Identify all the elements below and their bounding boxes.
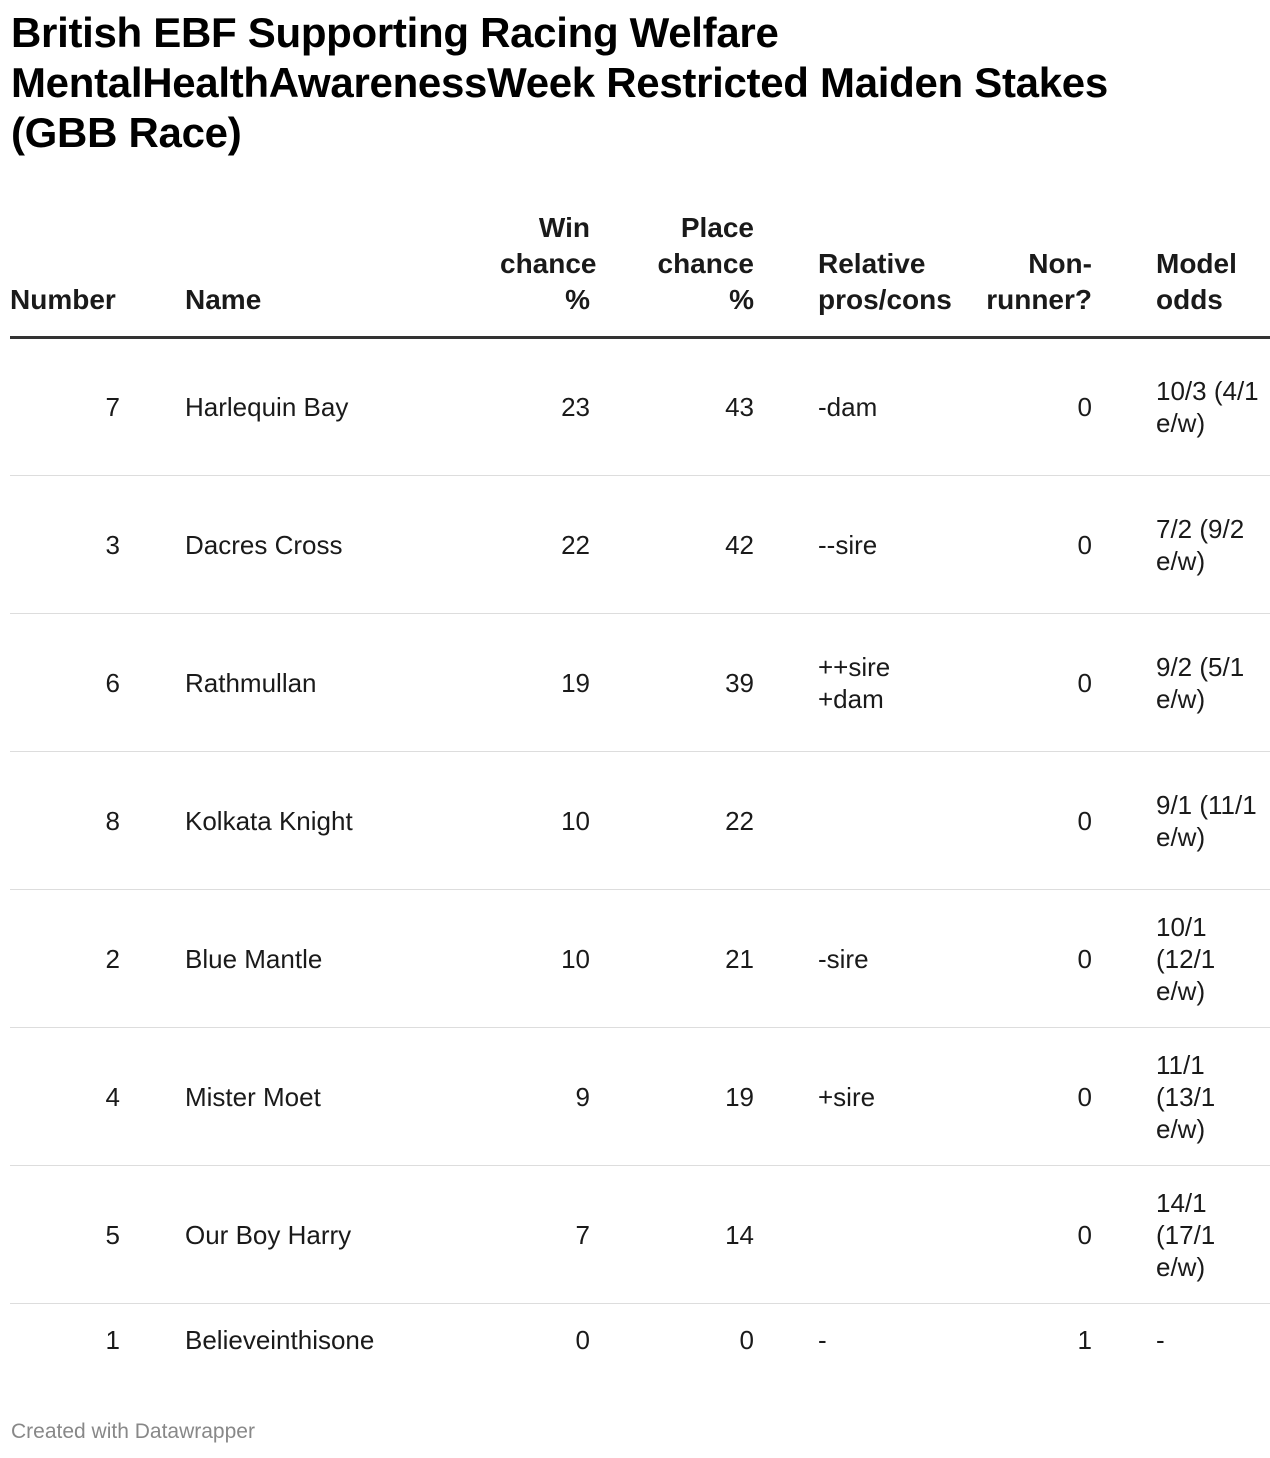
cell-number: 4 — [10, 1028, 120, 1166]
cell-place-chance: 14 — [590, 1166, 754, 1304]
cell-number: 7 — [10, 338, 120, 476]
cell-place-chance: 21 — [590, 890, 754, 1028]
cell-name: Our Boy Harry — [120, 1166, 470, 1304]
attribution-footer: Created with Datawrapper — [11, 1420, 255, 1443]
column-header-number[interactable]: Number — [10, 200, 120, 338]
table-row — [10, 890, 1270, 1028]
cell-name: Believeinthisone — [185, 1325, 375, 1355]
table-row — [10, 1028, 1270, 1166]
table-body — [10, 338, 1270, 1382]
cell-model-odds: 10/1 (12/1 e/w) — [1092, 890, 1270, 1028]
table-viewport[interactable] — [10, 200, 1259, 1400]
chart-title: British EBF Supporting Racing Welfare MentalHealthAwarenessWeek Restricted Maiden Stakes (GBB Race) — [11, 9, 1108, 156]
cell-name: Kolkata Knight — [120, 752, 470, 890]
cell-number: 5 — [10, 1166, 120, 1304]
cell-model-odds: 9/2 (5/1 e/w) — [1092, 614, 1270, 752]
cell-number: 1 — [105, 1325, 120, 1355]
cell-number: 8 — [10, 752, 120, 890]
cell-number: 2 — [10, 890, 120, 1028]
cell-name: Mister Moet — [120, 1028, 470, 1166]
cell-win-chance: 9 — [470, 1028, 590, 1166]
cell-pros-cons: - — [818, 1325, 827, 1355]
cell-pros-cons — [754, 1166, 944, 1304]
cell-non-runner: 0 — [944, 890, 1092, 1028]
odds-table — [10, 200, 1270, 1382]
table-row — [10, 338, 1270, 476]
column-header-win-chance[interactable]: Win chance % — [470, 200, 590, 338]
cell-pros-cons — [754, 752, 944, 890]
cell-name: Rathmullan — [120, 614, 470, 752]
table-row — [10, 1304, 1270, 1382]
cell-name: Dacres Cross — [120, 476, 470, 614]
cell-pros-cons: -sire — [754, 890, 944, 1028]
cell-non-runner: 1 — [1077, 1325, 1092, 1355]
cell-pros-cons: +sire — [754, 1028, 944, 1166]
table-row — [10, 614, 1270, 752]
cell-place-chance: 39 — [590, 614, 754, 752]
cell-pros-cons: --sire — [754, 476, 944, 614]
cell-pros-cons: ++sire +dam — [754, 614, 944, 752]
column-header-name[interactable]: Name — [120, 200, 470, 338]
cell-model-odds: 9/1 (11/1 e/w) — [1092, 752, 1270, 890]
cell-place-chance: 43 — [590, 338, 754, 476]
table-row — [10, 476, 1270, 614]
cell-win-chance: 23 — [470, 338, 590, 476]
cell-number: 6 — [10, 614, 120, 752]
cell-pros-cons: -dam — [754, 338, 944, 476]
cell-non-runner: 0 — [944, 1028, 1092, 1166]
column-header-place-chance[interactable]: Place chance % — [590, 200, 754, 338]
cell-win-chance: 19 — [470, 614, 590, 752]
cell-win-chance: 22 — [470, 476, 590, 614]
cell-place-chance: 19 — [590, 1028, 754, 1166]
cell-number: 3 — [10, 476, 120, 614]
table-row — [10, 1166, 1270, 1304]
cell-name: Blue Mantle — [120, 890, 470, 1028]
cell-non-runner: 0 — [944, 338, 1092, 476]
cell-non-runner: 0 — [944, 476, 1092, 614]
column-header-non-runner[interactable]: Non-runner? — [944, 200, 1092, 338]
cell-model-odds: 11/1 (13/1 e/w) — [1092, 1028, 1270, 1166]
cell-win-chance: 10 — [470, 752, 590, 890]
cell-model-odds: 10/3 (4/1 e/w) — [1092, 338, 1270, 476]
cell-model-odds: 7/2 (9/2 e/w) — [1092, 476, 1270, 614]
cell-win-chance: 10 — [470, 890, 590, 1028]
cell-non-runner: 0 — [944, 1166, 1092, 1304]
column-header-model-odds[interactable]: Model odds — [1092, 200, 1270, 338]
cell-place-chance: 22 — [590, 752, 754, 890]
cell-name: Harlequin Bay — [120, 338, 470, 476]
cell-win-chance: 7 — [470, 1166, 590, 1304]
cell-model-odds: 14/1 (17/1 e/w) — [1092, 1166, 1270, 1304]
cell-win-chance: 0 — [575, 1325, 590, 1355]
cell-non-runner: 0 — [944, 752, 1092, 890]
column-header-pros-cons[interactable]: Relative pros/cons — [754, 200, 944, 338]
cell-place-chance: 0 — [739, 1325, 754, 1355]
cell-non-runner: 0 — [944, 614, 1092, 752]
header-row — [10, 200, 1270, 338]
cell-place-chance: 42 — [590, 476, 754, 614]
cell-model-odds: - — [1156, 1325, 1165, 1355]
table-row — [10, 752, 1270, 890]
